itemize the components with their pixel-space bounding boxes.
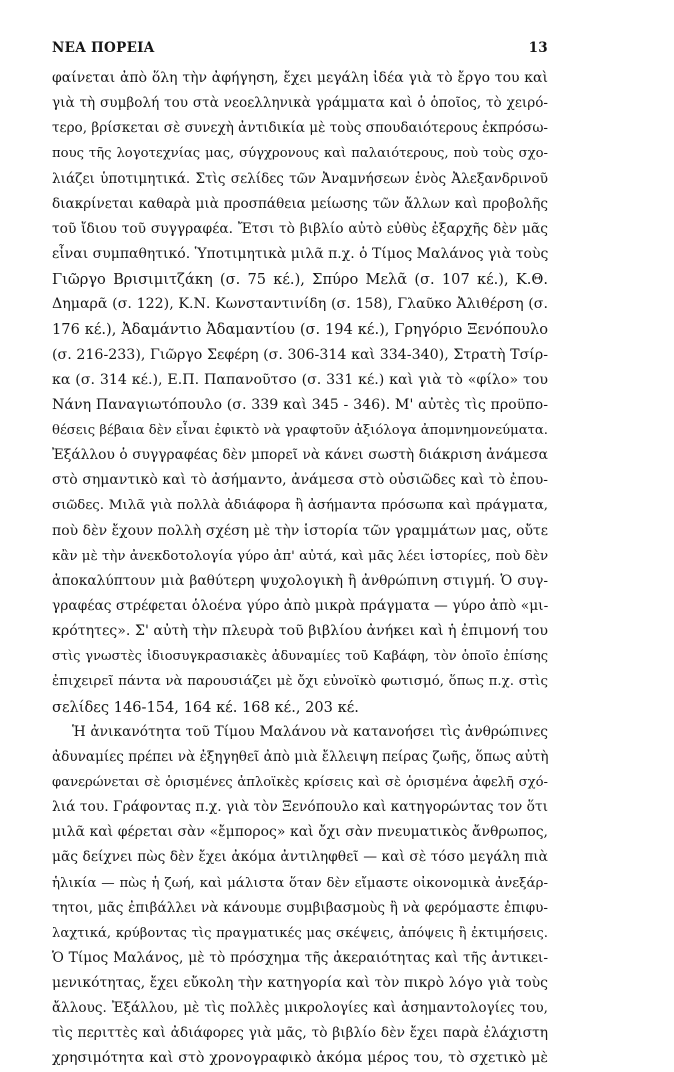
text-line: λιάζει ὑποτιμητικά. Στὶς σελίδες τῶν Ἀναμνήσεων ἑνὸς Ἀλεξανδρινοῦ	[52, 170, 548, 187]
text-line: κἂν μὲ τὴν ἀνεκδοτολογία γύρο ἀπ' αὐτά, καὶ μᾶς λέει ἱστορίες, ποὺ δὲν	[52, 548, 549, 564]
text-line: μᾶς δείχνει πὼς δὲν ἔχει ἀκόμα ἀντιληφθεῖ — καὶ σὲ τόσο μεγάλη πιὰ	[52, 849, 548, 866]
text-line: Ἡ ἀνικανότητα τοῦ Τίμου Μαλάνου νὰ κατανοήσει τὶς ἀνθρώπινες	[72, 723, 548, 740]
body-text	[52, 66, 548, 1072]
text-line: 176 κέ.), Ἀδαμάντιο Ἀδαμαντίου (σ. 194 κέ.), Γρηγόριο Ξενόπουλο	[52, 321, 548, 339]
text-line: πους τῆς λογοτεχνίας μας, σύγχρονους καὶ παλαιότερους, ποὺ τοὺς σχο-	[52, 146, 548, 162]
running-header	[52, 40, 548, 58]
text-line: κα (σ. 314 κέ.), Ε.Π. Παπανοῦτσο (σ. 331 κέ.) καὶ γιὰ τὸ «φίλο» του	[52, 371, 548, 388]
text-line: Δημαρᾶ (σ. 122), Κ.Ν. Κωνσταντινίδη (σ. 158), Γλαῦκο Ἀλιθέρση (σ.	[52, 296, 548, 313]
text-line: ἡλικία — πὼς ἡ ζωή, καὶ μάλιστα ὅταν δὲν εἴμαστε οἰκονομικὰ ἀνεξάρ-	[52, 875, 548, 891]
text-line: κρότητες». Σ' αὐτὴ τὴν πλευρὰ τοῦ βιβλίου ἀνήκει καὶ ἡ ἐπιμονή του	[52, 623, 548, 640]
text-line: στὸ σημαντικὸ καὶ τὸ ἀσήμαντο, ἀνάμεσα στὸ οὐσιῶδες καὶ τὸ ἐπου-	[52, 472, 548, 489]
text-line: Γιῶργο Βρισιμιτζάκη (σ. 75 κέ.), Σπύρο Μελᾶ (σ. 107 κέ.), Κ.Θ.	[52, 271, 548, 289]
text-line: σιῶδες. Μιλᾶ γιὰ πολλὰ ἀδιάφορα ἢ ἀσήμαντα πρόσωπα καὶ πράγματα,	[52, 498, 548, 514]
text-line: τοῦ ἴδιου τοῦ συγγραφέα. Ἔτσι τὸ βιβλίο αὐτὸ εὐθὺς ἐξαρχῆς δὲν μᾶς	[52, 220, 548, 237]
text-line: τερο, βρίσκεται σὲ συνεχὴ ἀντιδικία μὲ τοὺς σπουδαιότερους ἐκπρόσω-	[52, 120, 548, 137]
text-line: εἶναι συμπαθητικό. Ὑποτιμητικὰ μιλᾶ π.χ. ὁ Τίμος Μαλάνος γιὰ τοὺς	[52, 245, 549, 262]
text-line: λαχτικά, κρύβοντας τὶς πραγματικές μας σκέψεις, ἀπόψεις ἢ ἐκτιμήσεις.	[52, 925, 548, 941]
text-line: φαίνεται ἀπὸ ὅλη τὴν ἀφήγηση, ἔχει μεγάλη ἰδέα γιὰ τὸ ἔργο του καὶ	[52, 70, 548, 86]
text-line: φανερώνεται σὲ ὁρισμένες ἀπλοϊκὲς κρίσεις καὶ σὲ ὁρισμένα ἀφελῆ σχό-	[52, 774, 548, 790]
text-line: ἐπιχειρεῖ πάντα νὰ παρουσιάζει μὲ ὄχι εὐνοϊκὸ φωτισμό, ὅπως π.χ. στὶς	[52, 674, 548, 690]
text-line: ἄλλους. Ἐξάλλου, μὲ τὶς πολλὲς μικρολογίες καὶ ἀσημαντολογίες του,	[52, 1000, 548, 1017]
text-line: διακρίνεται καθαρὰ μιὰ προσπάθεια μείωσης τῶν ἄλλων καὶ προβολῆς	[52, 195, 548, 212]
running-title: ΝΕΑ ΠΟΡΕΙΑ	[52, 40, 155, 56]
text-line: θέσεις βέβαια δὲν εἶναι ἐφικτὸ νὰ γραφτοῦν ἀξιόλογα ἀπομνημονεύματα.	[52, 422, 548, 438]
text-line: Νάνη Παναγιωτόπουλο (σ. 339 καὶ 345 - 346). Μ' αὐτὲς τὶς προϋπο-	[52, 396, 548, 413]
text-line: σελίδες 146-154, 164 κέ. 168 κέ., 203 κέ.	[52, 698, 359, 716]
text-line: ἀδυναμίες πρέπει νὰ ἐξηγηθεῖ ἀπὸ μιὰ ἔλλειψη πείρας ζωῆς, ὅπως αὐτὴ	[52, 748, 549, 765]
text-line: γιὰ τὴ συμβολή του στὰ νεοελληνικὰ γράμματα καὶ ὁ ὁποῖος, τὸ χειρό-	[52, 95, 548, 112]
text-line: μιλᾶ καὶ φέρεται σὰν «ἔμπορος» καὶ ὄχι σὰν πνευματικὸς ἄνθρωπος,	[52, 824, 548, 841]
text-line: στὶς γνωστὲς ἰδιοσυγκρασιακὲς ἀδυναμίες τοῦ Καβάφη, τὸν ὁποῖο ἐπίσης	[52, 649, 548, 665]
text-line: Ὁ Τίμος Μαλάνος, μὲ τὸ πρόσχημα τῆς ἀκεραιότητας καὶ τῆς ἀντικει-	[52, 949, 548, 966]
text-line: ποὺ δὲν ἔχουν πολλὴ σχέση μὲ τὴν ἱστορία τῶν γραμμάτων μας, οὔτε	[52, 522, 548, 539]
page-number: 13	[528, 40, 548, 56]
text-line: λιά του. Γράφοντας π.χ. γιὰ τὸν Ξενόπουλο καὶ κατηγορώντας τον ὅτι	[52, 799, 548, 816]
text-line: τὶς περιττὲς καὶ ἀδιάφορες γιὰ μᾶς, τὸ βιβλίο δὲν ἔχει παρὰ ἐλάχιστη	[52, 1025, 548, 1042]
text-line: γραφέας στρέφεται ὁλοένα γύρο ἀπὸ μικρὰ πράγματα — γύρο ἀπὸ «μι-	[52, 597, 549, 614]
text-line: τητοι, μᾶς ἐπιβάλλει νὰ κάνουμε συμβιβασμοὺς ἢ νὰ φερόμαστε ἐπιφυ-	[52, 899, 548, 916]
text-line: (σ. 216-233), Γιῶργο Σεφέρη (σ. 306-314 καὶ 334-340), Στρατὴ Τσίρ-	[52, 346, 548, 363]
text-line: μενικότητας, ἔχει εὔκολη τὴν κατηγορία καὶ τὸν πικρὸ λόγο γιὰ τοὺς	[52, 975, 548, 992]
text-line: Ἐξάλλου ὁ συγγραφέας δὲν μπορεῖ νὰ κάνει σωστὴ διάκριση ἀνάμεσα	[52, 447, 548, 464]
text-line: ἀποκαλύπτουν μιὰ βαθύτερη ψυχολογικὴ ἢ ἀνθρώπινη στιγμή. Ὁ συγ-	[52, 572, 548, 589]
text-line: χρησιμότητα καὶ στὸ χρονογραφικὸ ἀκόμα μέρος του, τὸ σχετικὸ μὲ	[52, 1050, 548, 1067]
